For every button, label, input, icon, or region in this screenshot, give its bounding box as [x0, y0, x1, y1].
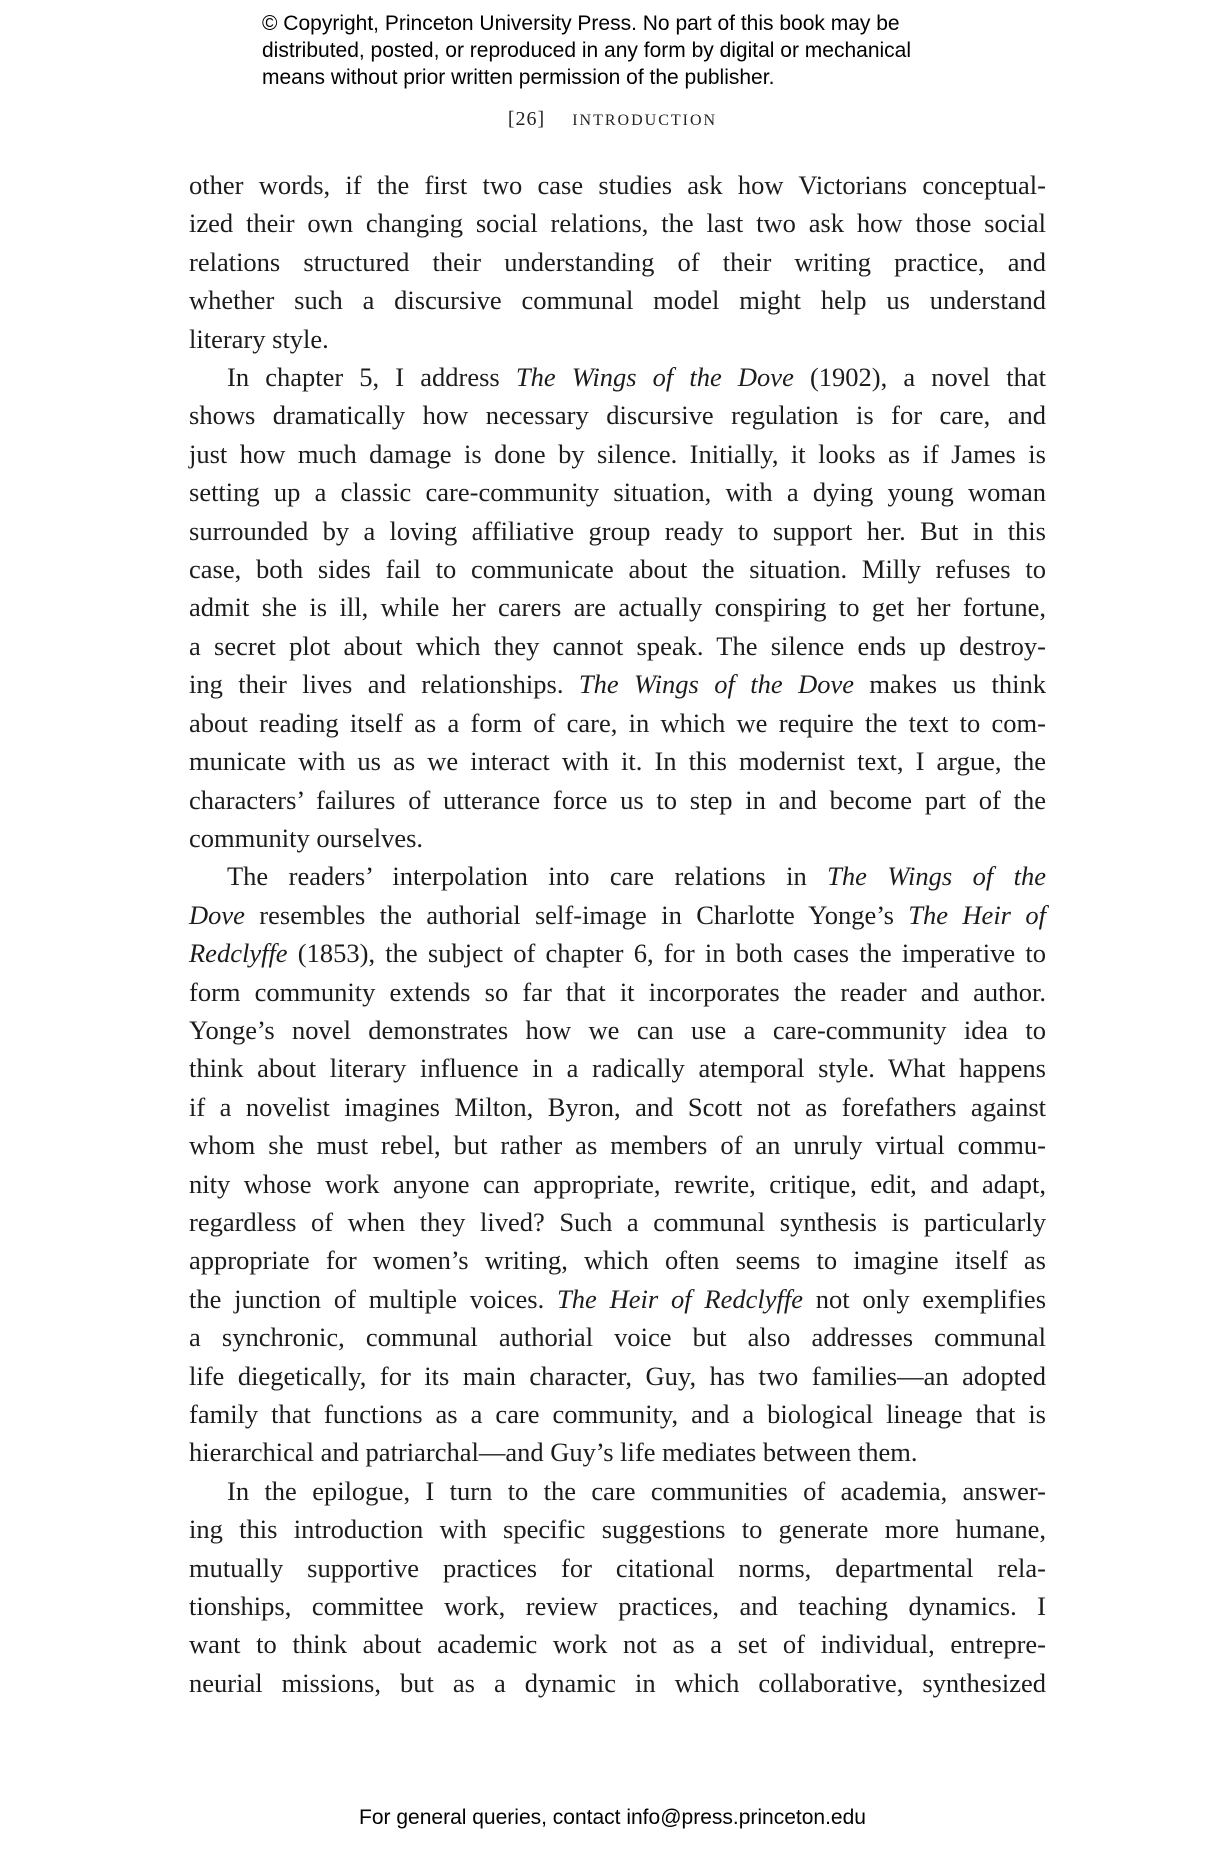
text-line: about reading itself as a form of care, in which we require the text to com- — [189, 707, 1046, 738]
text-line: surrounded by a loving affiliative group ready to support her. But in this — [189, 515, 1046, 546]
running-head — [0, 105, 1225, 131]
text-line: want to think about academic work not as a set of individual, entrepre- — [189, 1629, 1046, 1660]
text-line: appropriate for women’s writing, which often seems to imagine itself as — [189, 1245, 1046, 1276]
text-line: case, both sides fail to communicate about the situation. Milly refuses to — [189, 554, 1046, 585]
paragraph — [189, 1472, 1046, 1702]
text-line: relations structured their understanding of their writing practice, and — [189, 246, 1046, 277]
text-line: think about literary influence in a radically atemporal style. What happens — [189, 1053, 1046, 1084]
text-line: setting up a classic care-community situation, with a dying young woman — [189, 477, 1046, 508]
text-line: The readers’ interpolation into care relations in The Wings of the — [227, 861, 1046, 892]
text-line: hierarchical and patriarchal—and Guy’s life mediates between them. — [189, 1437, 918, 1468]
text-line: ing their lives and relationships. The Wings of the Dove makes us think — [189, 669, 1046, 700]
text-line: a synchronic, communal authorial voice but also addresses communal — [189, 1322, 1046, 1353]
text-line: nity whose work anyone can appropriate, rewrite, critique, edit, and adapt, — [189, 1168, 1046, 1199]
contact-footer: For general queries, contact info@press.princeton.edu — [359, 1806, 866, 1829]
text-line: shows dramatically how necessary discursive regulation is for care, and — [189, 400, 1046, 431]
text-line: tionships, committee work, review practices, and teaching dynamics. I — [189, 1591, 1046, 1622]
text-line: municate with us as we interact with it. In this modernist text, I argue, the — [189, 746, 1046, 777]
text-line: whether such a discursive communal model might help us understand — [189, 285, 1046, 316]
copyright-line: © Copyright, Princeton University Press. No part of this book may be — [262, 12, 900, 35]
text-line: literary style. — [189, 323, 329, 354]
text-line: form community extends so far that it incorporates the reader and author. — [189, 976, 1046, 1007]
text-line: the junction of multiple voices. The Heir of Redclyffe not only exemplifies — [189, 1283, 1047, 1314]
text-line: if a novelist imagines Milton, Byron, and Scott not as forefathers against — [189, 1091, 1046, 1122]
text-line: just how much damage is done by silence. Initially, it looks as if James is — [189, 438, 1046, 469]
paragraph — [189, 166, 1046, 358]
text-line: ized their own changing social relations, the last two ask how those social — [189, 208, 1046, 239]
copyright-notice — [262, 10, 982, 91]
body-text — [189, 166, 1046, 1702]
text-line: family that functions as a care community, and a biological lineage that is — [189, 1399, 1046, 1429]
text-line: Yonge’s novel demonstrates how we can use a care-community idea to — [189, 1014, 1046, 1045]
paragraph — [189, 358, 1046, 857]
text-line: community ourselves. — [189, 822, 424, 853]
text-line: regardless of when they lived? Such a communal synthesis is particularly — [189, 1206, 1046, 1237]
text-line: Redclyffe (1853), the subject of chapter 6, for in both cases the imperative to — [189, 938, 1046, 969]
text-line: Dove resembles the authorial self-image in Charlotte Yonge’s The Heir of — [189, 899, 1046, 930]
page-number: [26] — [507, 108, 546, 130]
text-line: admit she is ill, while her carers are actually conspiring to get her fortune, — [189, 592, 1046, 623]
paragraph — [189, 857, 1046, 1472]
text-line: mutually supportive practices for citational norms, departmental rela- — [189, 1552, 1046, 1583]
copyright-line: means without prior written permission of the publisher. — [262, 66, 775, 89]
text-line: other words, if the first two case studies ask how Victorians conceptual- — [189, 170, 1046, 200]
text-line: life diegetically, for its main character, Guy, has two families—an adopted — [189, 1360, 1046, 1391]
text-line: In chapter 5, I address The Wings of the Dove (1902), a novel that — [227, 362, 1046, 393]
text-line: In the epilogue, I turn to the care communities of academia, answer- — [227, 1475, 1046, 1506]
section-title: introduction — [572, 105, 718, 130]
text-line: whom she must rebel, but rather as members of an unruly virtual commu- — [189, 1130, 1046, 1161]
text-line: neurial missions, but as a dynamic in which collaborative, synthesized — [189, 1667, 1046, 1698]
text-line: characters’ failures of utterance force us to step in and become part of the — [189, 784, 1046, 815]
text-line: a secret plot about which they cannot speak. The silence ends up destroy- — [189, 630, 1046, 661]
text-line: ing this introduction with specific suggestions to generate more humane, — [189, 1514, 1046, 1545]
copyright-line: distributed, posted, or reproduced in any form by digital or mechanical — [262, 39, 912, 62]
